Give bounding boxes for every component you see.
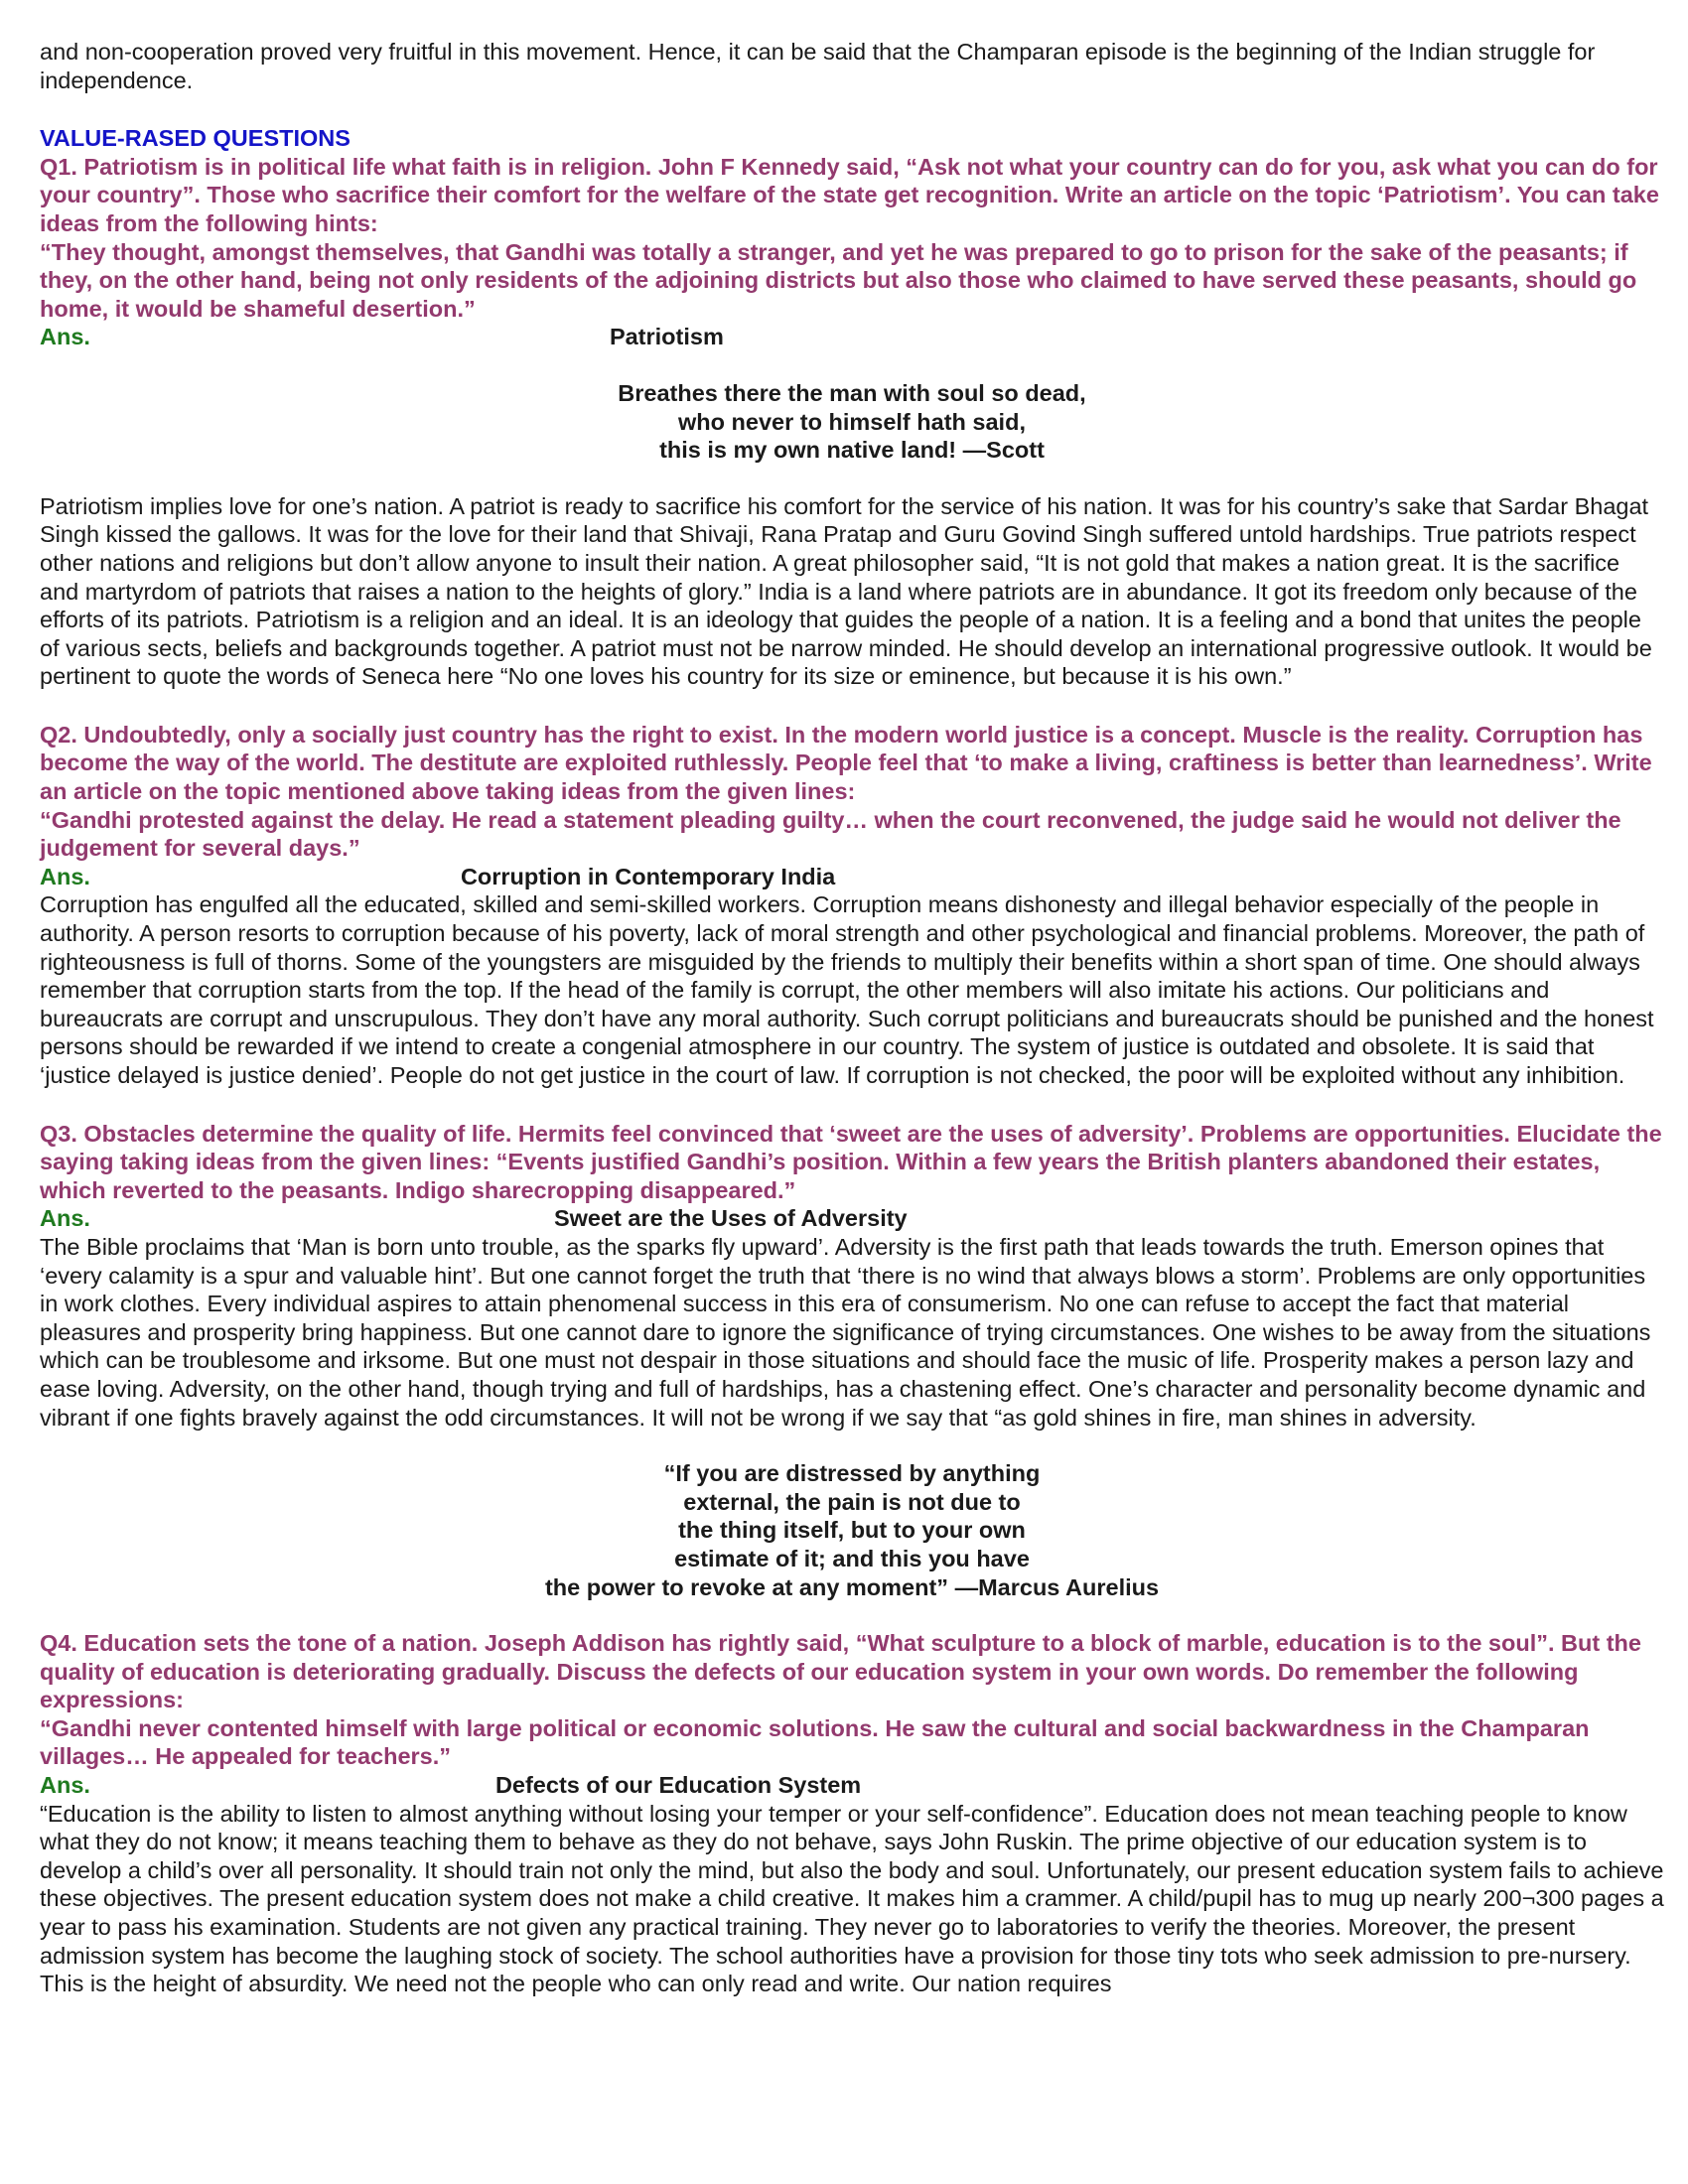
- q3-answer-heading: [40, 1204, 1664, 1233]
- poem-line: external, the pain is not due to: [683, 1488, 1021, 1515]
- poem-line: the power to revoke at any moment” —Marcus Aurelius: [544, 1573, 1160, 1600]
- q1-quote: “They thought, amongst themselves, that Gandhi was totally a stranger, and yet he was prepared to go to prison for the sake of the peasants; if they, on the other hand, being not only residents of the adjoining districts but also those who claimed to have served these peasants, should go home, it would be shameful desertion.”: [40, 238, 1637, 322]
- q3-question: Q3. Obstacles determine the quality of life. Hermits feel convinced that ‘sweet are the uses of adversity’. Problems are opportunities. Elucidate the saying taking ideas from the given lines: “Events justified Gandhi’s position. Within a few years the British planters abandoned their estates, which reverted to the peasants. Indigo sharecropping disappeared.”: [40, 1120, 1662, 1203]
- q3-ans-label: Ans.: [40, 1205, 90, 1232]
- q1-answer-body: Patriotism implies love for one’s nation. A patriot is ready to sacrifice his comfort for the service of his nation. It was for his country’s sake that Sardar Bhagat Singh kissed the gallows. It was for the love for their land that Shivaji, Rana Pratap and Guru Govind Singh suffered untold hardships. True patriots respect other nations and religions but don’t allow anyone to insult their nation. A great philosopher said, “It is not gold that makes a nation great. It is the sacrifice and martyrdom of patriots that raises a nation to the heights of glory.” India is a land where patriots are in abundance. It got its freedom only because of the efforts of its patriots. Patriotism is a religion and an ideal. It is an ideology that guides the people of a nation. It is a feeling and a bond that unites the people of various sects, beliefs and backgrounds together. A patriot must not be narrow minded. He should develop an international progressive outlook. It would be pertinent to quote the words of Seneca here “No one loves his country for its size or eminence, but because it is his own.”: [40, 492, 1652, 690]
- q2-answer-heading: [40, 863, 1664, 891]
- q1-answer-title: Patriotism: [609, 324, 724, 350]
- q3-answer-title: Sweet are the Uses of Adversity: [553, 1205, 908, 1232]
- q2-ans-label: Ans.: [40, 863, 90, 889]
- q3-poem: [40, 1459, 1664, 1601]
- q4-answer-heading: [40, 1771, 1664, 1800]
- q1-question: Q1. Patriotism is in political life what faith is in religion. John F Kennedy said, “Ask not what your country can do for you, ask what you can do for your country”. Those who sacrifice their comfort for the welfare of the state get recognition. Write an article on the topic ‘Patriotism’. You can take ideas from the following hints:: [40, 153, 1659, 236]
- document-page: [40, 38, 1664, 1998]
- q4-answer-title: Defects of our Education System: [494, 1772, 862, 1799]
- q2-question: Q2. Undoubtedly, only a socially just country has the right to exist. In the modern world justice is a concept. Muscle is the reality. Corruption has become the way of the world. The destitute are exploited ruthlessly. People feel that ‘to make a living, craftiness is better than learnedness’. Write an article on the topic mentioned above taking ideas from the given lines:: [40, 721, 1652, 805]
- q4-answer-body: “Education is the ability to listen to almost anything without losing your temper or your self-confidence”. Education does not mean teaching people to know what they do not know; it means teaching them to behave as they do not behave, says John Ruskin. The prime objective of our education system is to develop a child’s over all personality. It should train not only the mind, but also the body and soul. Unfortunately, our present education system fails to achieve these objectives. The present education system does not make a child creative. It makes him a crammer. A child/pupil has to mug up nearly 200¬300 pages a year to pass his examination. Students are not given any practical training. They never go to laboratories to verify the theories. Moreover, the present admission system has become the laughing stock of society. The school authorities have a provision for those tiny tots who seek admission to pre-nursery. This is the height of absurdity. We need not the people who can only read and write. Our nation requires: [40, 1800, 1664, 1997]
- section-heading: VALUE-RASED QUESTIONS: [40, 125, 351, 152]
- q4-question: Q4. Education sets the tone of a nation. Joseph Addison has rightly said, “What sculpture to a block of marble, education is to the soul”. But the quality of education is deteriorating gradually. Discuss the defects of our education system in your own words. Do remember the following expressions:: [40, 1630, 1641, 1713]
- q2-quote: “Gandhi protested against the delay. He read a statement pleading guilty… when the court reconvened, the judge said he would not deliver the judgement for several days.”: [40, 806, 1621, 862]
- q1-answer-heading: [40, 323, 1664, 351]
- poem-line: who never to himself hath said,: [678, 408, 1026, 435]
- q2-answer-title: Corruption in Contemporary India: [460, 863, 836, 889]
- poem-line: estimate of it; and this you have: [674, 1545, 1030, 1571]
- q4-quote: “Gandhi never contented himself with large political or economic solutions. He saw the cultural and social backwardness in the Champaran villages… He appealed for teachers.”: [40, 1714, 1590, 1770]
- q3-answer-body: The Bible proclaims that ‘Man is born unto trouble, as the sparks fly upward’. Adversity is the first path that leads towards the truth. Emerson opines that ‘every calamity is a spur and valuable hint’. But one cannot forget the truth that ‘there is no wind that always blows a storm’. Problems are only opportunities in work clothes. Every individual aspires to attain phenomenal success in this era of consumerism. No one can refuse to accept the fact that material pleasures and prosperity bring happiness. But one cannot dare to ignore the significance of trying circumstances. One wishes to be away from the situations which can be troublesome and irksome. But one must not despair in those situations and should face the music of life. Prosperity makes a person lazy and ease loving. Adversity, on the other hand, though trying and full of hardships, has a chastening effect. One’s character and personality become dynamic and vibrant if one fights bravely against the odd circumstances. It will not be wrong if we say that “as gold shines in fire, man shines in adversity.: [40, 1233, 1651, 1431]
- poem-line: this is my own native land! —Scott: [659, 437, 1045, 464]
- poem-line: Breathes there the man with soul so dead,: [618, 379, 1086, 406]
- q2-answer-body: Corruption has engulfed all the educated, skilled and semi-skilled workers. Corruption means dishonesty and illegal behavior especially of the people in authority. A person resorts to corruption because of his poverty, lack of moral strength and other psychological and financial problems. Moreover, the path of righteousness is full of thorns. Some of the youngsters are misguided by the friends to multiply their benefits within a short span of time. One should always remember that corruption starts from the top. If the head of the family is corrupt, the other members will also imitate his actions. Our politicians and bureaucrats are corrupt and unscrupulous. They don’t have any moral authority. Such corrupt politicians and bureaucrats should be punished and the honest persons should be rewarded if we intend to create a congenial atmosphere in our country. The system of justice is outdated and obsolete. It is said that ‘justice delayed is justice denied’. People do not get justice in the court of law. If corruption is not checked, the poor will be exploited without any inhibition.: [40, 891, 1654, 1088]
- q1-poem: [40, 379, 1664, 465]
- q1-ans-label: Ans.: [40, 324, 90, 350]
- poem-line: “If you are distressed by anything: [663, 1460, 1041, 1487]
- q4-ans-label: Ans.: [40, 1772, 90, 1799]
- intro-paragraph: and non-cooperation proved very fruitful in this movement. Hence, it can be said that the Champaran episode is the beginning of the Indian struggle for independence.: [40, 39, 1596, 93]
- poem-line: the thing itself, but to your own: [678, 1517, 1026, 1544]
